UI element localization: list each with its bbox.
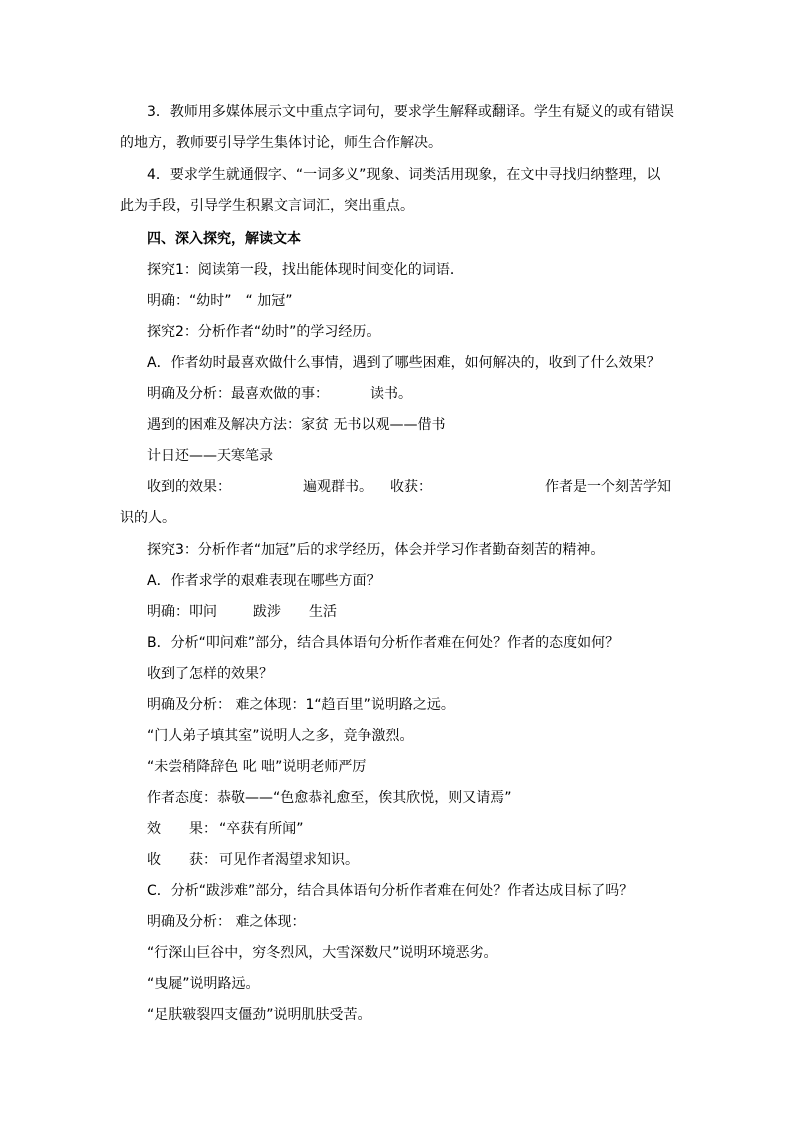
section-title: 四、深入探究，解读文本 <box>147 231 301 247</box>
quote-1: “门人弟子填其室”说明人之多，竞争激烈。 <box>147 728 414 744</box>
question-b1-continued: 收到了怎样的效果？ <box>147 666 273 682</box>
paragraph-3-line-1: 3．教师用多媒体展示文中重点字词句，要求学生解释或翻译。学生有疑义的或有错误 <box>147 104 674 120</box>
gain-2-label: 收 获： <box>147 852 217 868</box>
answer-2-label: 明确及分析：最喜欢做的事： <box>147 386 329 402</box>
question-c1: C．分析“跋涉难”部分，结合具体语句分析作者难在何处？作者达成目标了吗？ <box>147 883 634 899</box>
paragraph-4-line-2: 此为手段，引导学生积累文言词汇，突出重点。 <box>120 198 414 214</box>
paragraph-3-line-2: 的地方，教师要引导学生集体讨论，师生合作解决。 <box>120 135 442 151</box>
inquiry-3: 探究3：分析作者“加冠”后的求学经历，体会并学习作者勤奋刻苦的精神。 <box>147 542 605 558</box>
quote-3: “行深山巨谷中，穷冬烈风，大雪深数尺”说明环境恶劣。 <box>147 945 498 961</box>
quote-2: “未尝稍降辞色 叱 咄”说明老师严厉 <box>147 759 367 775</box>
answer-2-value: 读书。 <box>370 386 412 402</box>
quote-4: “曳屣”说明路远。 <box>147 976 260 992</box>
difficulty-line-1: 遇到的困难及解决方法：家贫 无书以观——借书 <box>147 417 446 433</box>
question-b1: B．分析“叩问难”部分，结合具体语句分析作者难在何处？作者的态度如何？ <box>147 635 620 651</box>
paragraph-4-line-1: 4．要求学生就通假字、“一词多义”现象、词类活用现象，在文中寻找归纳整理，以 <box>147 167 661 183</box>
gain-value-line-1: 作者是一个刻苦学知 <box>545 479 671 495</box>
gain-label: 收获： <box>390 479 432 495</box>
question-a2: A．作者求学的艰难表现在哪些方面？ <box>147 573 381 589</box>
effect-label: 收到的效果： <box>147 479 231 495</box>
answer-3-item-2: 跋涉 <box>253 604 281 620</box>
quote-5: “足肤皲裂四支僵劲”说明肌肤受苦。 <box>147 1007 372 1023</box>
difficulty-line-2: 计日还——天寒笔录 <box>147 448 273 464</box>
question-a1: A．作者幼时最喜欢做什么事情，遇到了哪些困难，如何解决的，收到了什么效果？ <box>147 355 661 371</box>
answer-1: 明确：“幼时” “ 加冠” <box>147 293 293 309</box>
author-attitude: 作者态度：恭敬——“色愈恭礼愈至，俟其欣悦，则又请焉” <box>147 790 512 806</box>
answer-3-label: 明确：叩问 <box>147 604 217 620</box>
gain-2-value: 可见作者渴望求知识。 <box>219 852 359 868</box>
inquiry-1: 探究1：阅读第一段，找出能体现时间变化的词语． <box>147 262 464 278</box>
effect-2-value: “卒获有所闻” <box>219 821 304 837</box>
gain-value-line-2: 识的人。 <box>120 510 176 526</box>
effect-value: 遍观群书。 <box>303 479 373 495</box>
answer-3-item-3: 生活 <box>309 604 337 620</box>
effect-2-label: 效 果： <box>147 821 217 837</box>
answer-4: 明确及分析： 难之体现：1“趋百里”说明路之远。 <box>147 697 455 713</box>
inquiry-2: 探究2：分析作者“幼时”的学习经历。 <box>147 324 381 340</box>
answer-5: 明确及分析： 难之体现： <box>147 914 306 930</box>
